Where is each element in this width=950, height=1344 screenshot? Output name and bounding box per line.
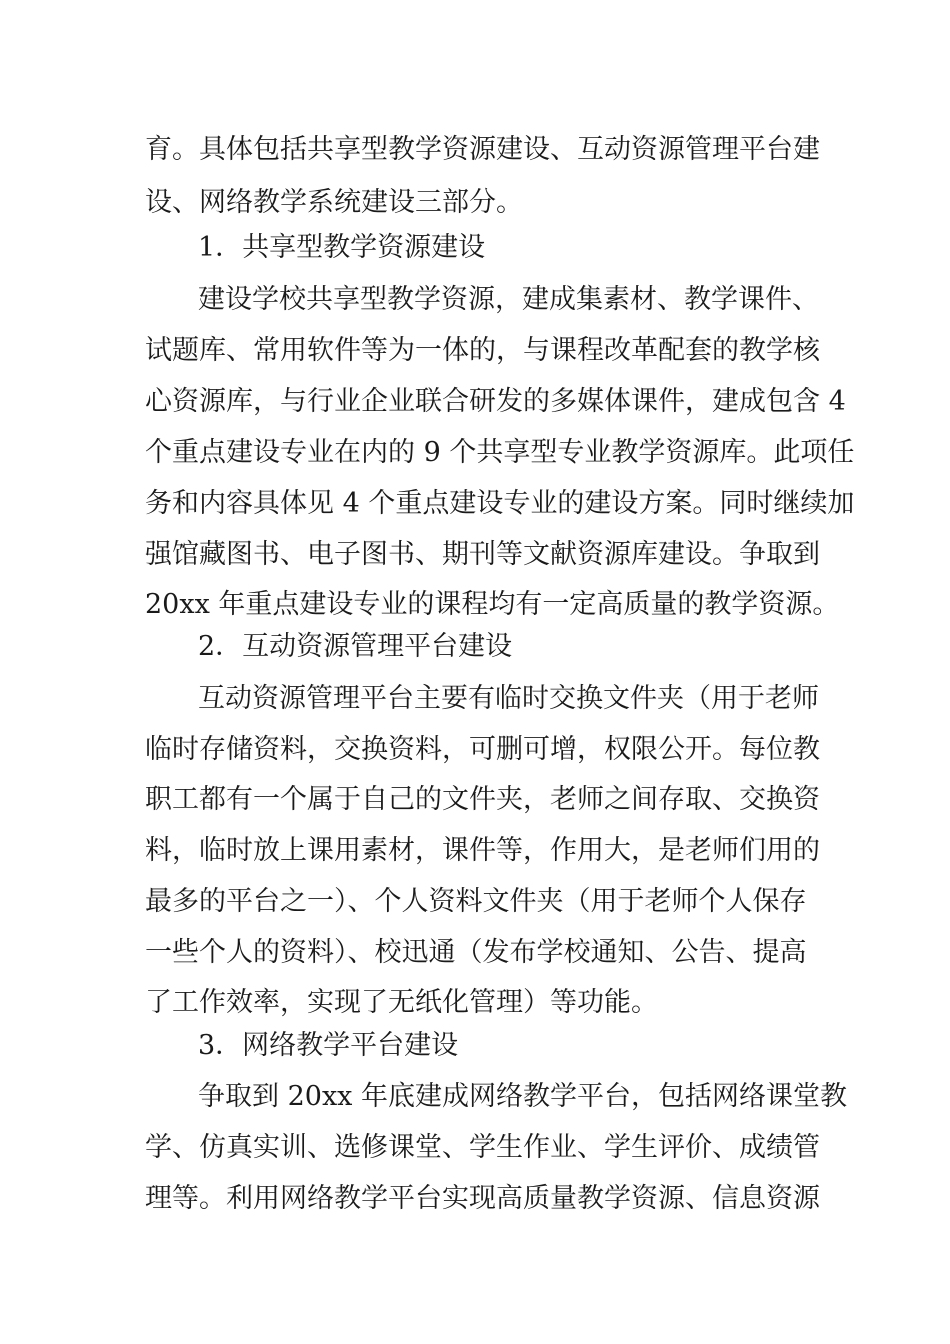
paragraph-line: 料，临时放上课用素材，课件等，作用大，是老师们用的 <box>145 835 820 866</box>
section-heading: 1．共享型教学资源建设 <box>198 232 486 263</box>
paragraph-line: 设、网络教学系统建设三部分。 <box>145 187 523 218</box>
paragraph-line: 理等。利用网络教学平台实现高质量教学资源、信息资源 <box>145 1183 820 1214</box>
paragraph-line: 临时存储资料，交换资料，可删可增，权限公开。每位教 <box>145 734 820 765</box>
paragraph-line: 强馆藏图书、电子图书、期刊等文献资源库建设。争取到 <box>145 539 820 570</box>
section-heading: 2．互动资源管理平台建设 <box>198 631 513 662</box>
paragraph-line: 一些个人的资料）、校迅通（发布学校通知、公告、提高 <box>145 937 807 968</box>
paragraph-line: 建设学校共享型教学资源，建成集素材、教学课件、 <box>198 284 819 315</box>
paragraph-line: 学、仿真实训、选修课堂、学生作业、学生评价、成绩管 <box>145 1132 820 1163</box>
paragraph-line: 最多的平台之一）、个人资料文件夹（用于老师个人保存 <box>145 886 807 917</box>
paragraph-line: 个重点建设专业在内的 9 个共享型专业教学资源库。此项任 <box>145 437 855 468</box>
paragraph-line: 20xx 年重点建设专业的课程均有一定高质量的教学资源。 <box>145 589 840 620</box>
paragraph-line: 了工作效率，实现了无纸化管理）等功能。 <box>145 987 658 1018</box>
paragraph-line: 育。具体包括共享型教学资源建设、互动资源管理平台建 <box>145 134 820 165</box>
paragraph-line: 互动资源管理平台主要有临时交换文件夹（用于老师 <box>198 683 819 714</box>
paragraph-line: 心资源库，与行业企业联合研发的多媒体课件，建成包含 4 <box>145 386 846 417</box>
paragraph-line: 务和内容具体见 4 个重点建设专业的建设方案。同时继续加 <box>145 488 855 519</box>
section-heading: 3．网络教学平台建设 <box>198 1030 459 1061</box>
paragraph-line: 职工都有一个属于自己的文件夹，老师之间存取、交换资 <box>145 784 820 815</box>
paragraph-line: 争取到 20xx 年底建成网络教学平台，包括网络课堂教 <box>198 1081 847 1112</box>
paragraph-line: 试题库、常用软件等为一体的，与课程改革配套的教学核 <box>145 335 820 366</box>
